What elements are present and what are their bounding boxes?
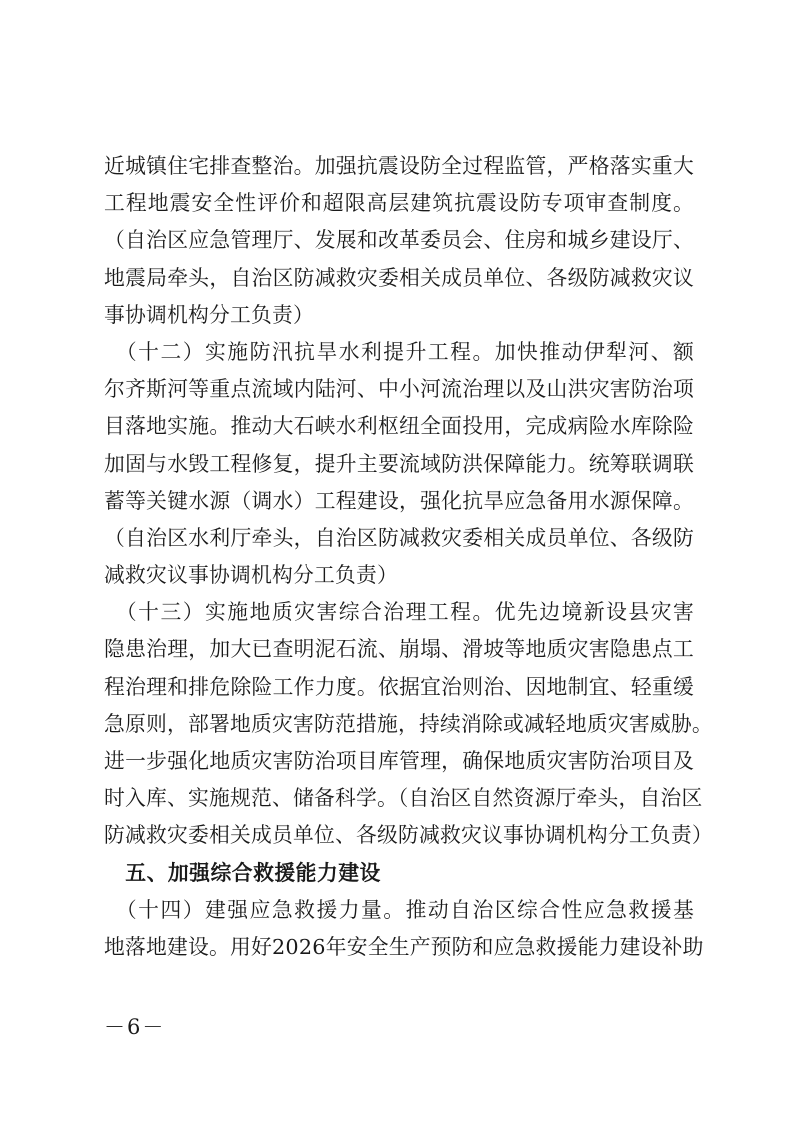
text-line: 尔齐斯河等重点流域内陆河、中小河流治理以及山洪灾害防治项 xyxy=(104,377,694,402)
text-line: 加固与水毁工程修复，提升主要流域防洪保障能力。统筹联调联 xyxy=(104,451,694,476)
text-line: 进一步强化地质灾害防治项目库管理，确保地质灾害防治项目及 xyxy=(104,749,694,773)
page-number: －6－ xyxy=(104,1015,166,1039)
section-heading: 五、加强综合救援能力建设 xyxy=(104,860,381,885)
text-line: 程治理和排危除险工作力度。依据宜治则治、因地制宜、轻重缓 xyxy=(104,674,694,699)
text-line: 工程地震安全性评价和超限高层建筑抗震设防专项审查制度。 xyxy=(104,191,694,216)
text-line: 隐患治理，加大已查明泥石流、崩塌、滑坡等地质灾害隐患点工 xyxy=(104,637,694,662)
text-line: 防减救灾委相关成员单位、各级防减救灾议事协调机构分工负责） xyxy=(104,823,713,848)
document-body xyxy=(104,148,713,966)
text-line: （自治区水利厅牵头，自治区防减救灾委相关成员单位、各级防 xyxy=(104,525,694,550)
text-line: 事协调机构分工负责） xyxy=(104,302,314,327)
text-line: 减救灾议事协调机构分工负责） xyxy=(104,563,398,588)
text-line: 时入库、实施规范、储备科学。（自治区自然资源厅牵头，自治区 xyxy=(104,786,703,811)
text-line: 近城镇住宅排查整治。加强抗震设防全过程监管，严格落实重大 xyxy=(104,154,694,178)
text-line: 地落地建设。用好2026年安全生产预防和应急救援能力建设补助 xyxy=(104,934,704,959)
text-line: 蓄等关键水源（调水）工程建设，强化抗旱应急备用水源保障。 xyxy=(104,488,694,513)
text-line: 目落地实施。推动大石峡水利枢纽全面投用，完成病险水库除险 xyxy=(104,414,694,439)
text-line: （自治区应急管理厅、发展和改革委员会、住房和城乡建设厅、 xyxy=(104,228,694,253)
section-13-start: （十三）实施地质灾害综合治理工程。优先边境新设县灾害 xyxy=(104,600,694,625)
text-line: 地震局牵头，自治区防减救灾委相关成员单位、各级防减救灾议 xyxy=(104,265,694,290)
section-14-start: （十四）建强应急救援力量。推动自治区综合性应急救援基 xyxy=(104,897,694,922)
section-12-start: （十二）实施防汛抗旱水利提升工程。加快推动伊犁河、额 xyxy=(104,339,694,364)
text-line: 急原则，部署地质灾害防范措施，持续消除或减轻地质灾害威胁。 xyxy=(104,711,713,736)
